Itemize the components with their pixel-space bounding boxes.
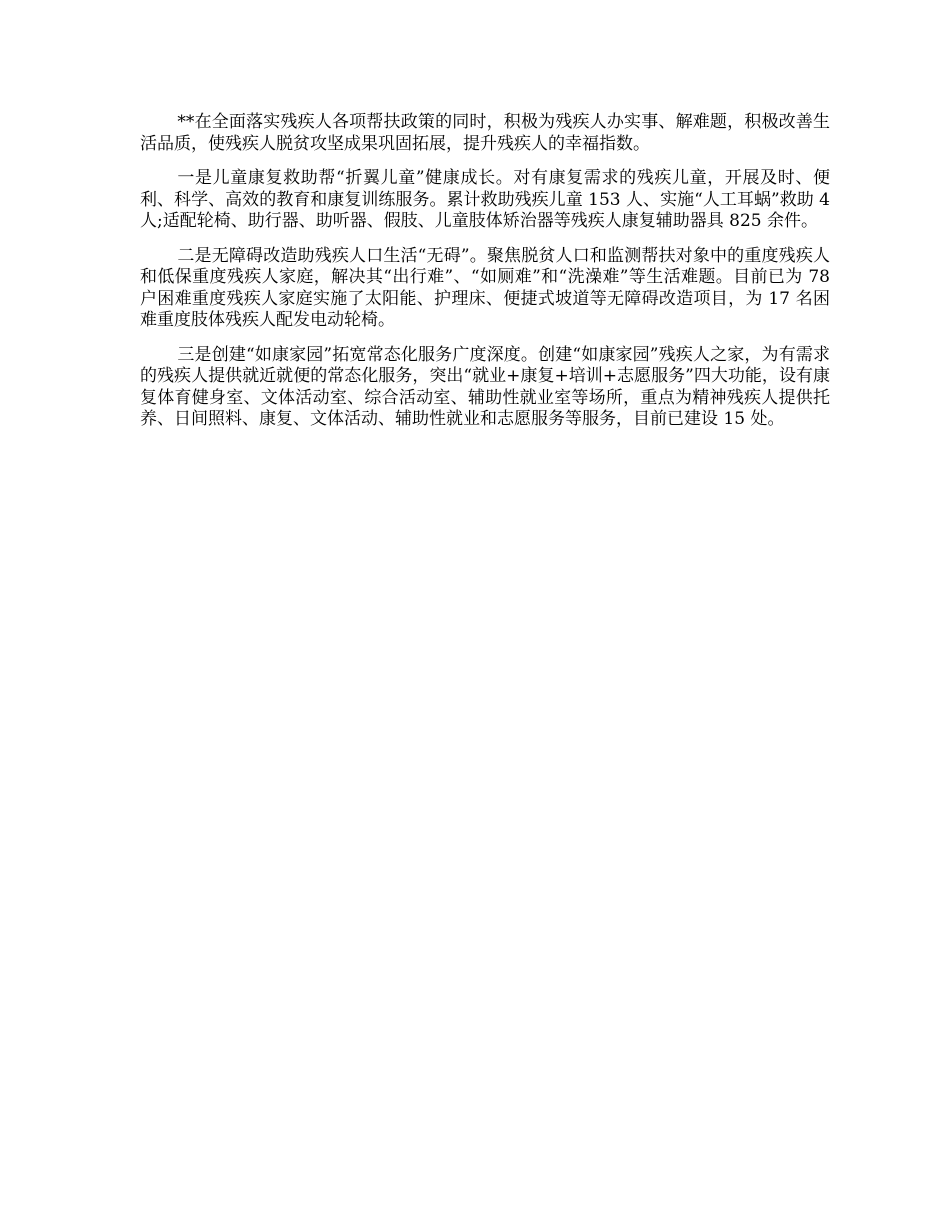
paragraph-barrier-free-renovation: 二是无障碍改造助残疾人口生活“无碍”。聚焦脱贫人口和监测帮扶对象中的重度残疾人和低保重度残疾人家庭，解决其“出行难”、“如厕难”和“洗澡难”等生活难题。目前已为 78 户困难重度残疾人家庭实施了太阳能、护理床、便捷式坡道等无障碍改造项目，为 17 名困难重度肢体残疾人配发电动轮椅。 [140, 245, 830, 330]
document-body [140, 112, 830, 444]
paragraph-child-rehabilitation: 一是儿童康复救助帮“折翼儿童”健康成长。对有康复需求的残疾儿童，开展及时、便利、科学、高效的教育和康复训练服务。累计救助残疾儿童 153 人、实施“人工耳蜗”救助 4 人;适配轮椅、助行器、助听器、假肢、儿童肢体矫治器等残疾人康复辅助器具 825 余件。 [140, 168, 830, 231]
paragraph-intro: **在全面落实残疾人各项帮扶政策的同时，积极为残疾人办实事、解难题，积极改善生活品质，使残疾人脱贫攻坚成果巩固拓展，提升残疾人的幸福指数。 [140, 112, 830, 154]
paragraph-rukang-home: 三是创建“如康家园”拓宽常态化服务广度深度。创建“如康家园”残疾人之家，为有需求的残疾人提供就近就便的常态化服务，突出“就业+康复+培训+志愿服务”四大功能，设有康复体育健身室、文体活动室、综合活动室、辅助性就业室等场所，重点为精神残疾人提供托养、日间照料、康复、文体活动、辅助性就业和志愿服务等服务，目前已建设 15 处。 [140, 344, 830, 429]
